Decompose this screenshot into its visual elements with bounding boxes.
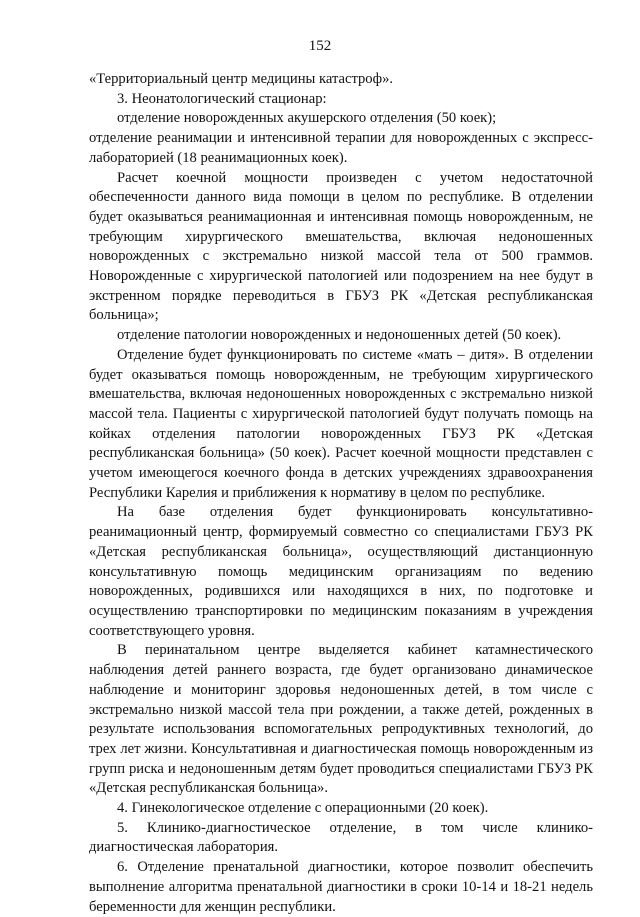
paragraph-gynecology: 4. Гинекологическое отделение с операционными (20 коек). <box>117 800 489 817</box>
paragraph-intensive-care: отделение реанимации и интенсивной терапии для новорожденных с экспресс-лабораторией (18 реанимационных коек). <box>89 130 593 166</box>
page-number: 152 <box>308 38 332 54</box>
document-body <box>89 70 593 917</box>
paragraph-consultative-center: На базе отделения будет функционировать консультативно-реанимационный центр, формируемый совместно со специалистами ГБУЗ РК «Детская республиканская больница», осуществляющий дистанционную консультативную помощь медицинским организациям по ведению новорожденных, родившихся или находящихся в них, по подготовке и осуществлению транспортировки по медицинским показаниям в учреждения соответствующего уровня. <box>89 504 593 639</box>
paragraph-neonatal-hospital: 3. Неонатологический стационар: <box>117 90 327 107</box>
paragraph-pathology-department: отделение патологии новорожденных и недоношенных детей (50 коек). <box>117 327 562 344</box>
paragraph-prenatal-diagnostics: 6. Отделение пренатальной диагностики, которое позволит обеспечить выполнение алгоритма пренатальной диагностики в сроки 10-14 и 18-21 недель беременности для женщин республики. <box>89 859 593 915</box>
paragraph-bed-capacity: Расчет коечной мощности произведен с учетом недостаточной обеспеченности данного вида помощи в целом по республике. В отделении будет оказываться реанимационная и интенсивная помощь новорожденным, не требующим хирургического вмешательства, включая недоношенных новорожденных с экстремально низкой массой тела от 500 граммов. Новорожденные с хирургической патологией или подозрением на нее будут в экстренном порядке переводиться в ГБУЗ РК «Детская республиканская больница»; <box>89 169 593 324</box>
paragraph-diagnostic-department: 5. Клинико-диагностическое отделение, в том числе клинико-диагностическая лаборатория. <box>89 819 593 856</box>
paragraph-mother-child: Отделение будет функционировать по системе «мать – дитя». В отделении будет оказываться помощь новорожденным, не требующим хирургического вмешательства, включая недоношенных новорожденных с экстремально низкой массой тела. Пациенты с хирургической патологией будут получать помощь на койках отделения патологии новорожденных ГБУЗ РК «Детская республиканская больница» (50 коек). Расчет коечной мощности представлен с учетом имеющегося коечного фонда в детских учреждениях здравоохранения Республики Карелия и приближения к нормативу в целом по республике. <box>89 346 593 501</box>
paragraph-newborn-department: отделение новорожденных акушерского отделения (50 коек); <box>117 110 497 127</box>
paragraph-follow-up-office: В перинатальном центре выделяется кабинет катамнестического наблюдения детей раннего возраста, где будет организовано динамическое наблюдение и мониторинг здоровья недоношенных детей, в том числе с экстремально низкой массой тела при рождении, а также детей, рожденных в результате использования вспомогательных репродуктивных технологий, до трех лет жизни. Консультативная и диагностическая помощь новорожденным из групп риска и недоношенным детям будет проводиться специалистами ГБУЗ РК «Детская республиканская больница». <box>89 642 593 797</box>
paragraph-center-name: «Территориальный центр медицины катастроф». <box>89 71 394 87</box>
